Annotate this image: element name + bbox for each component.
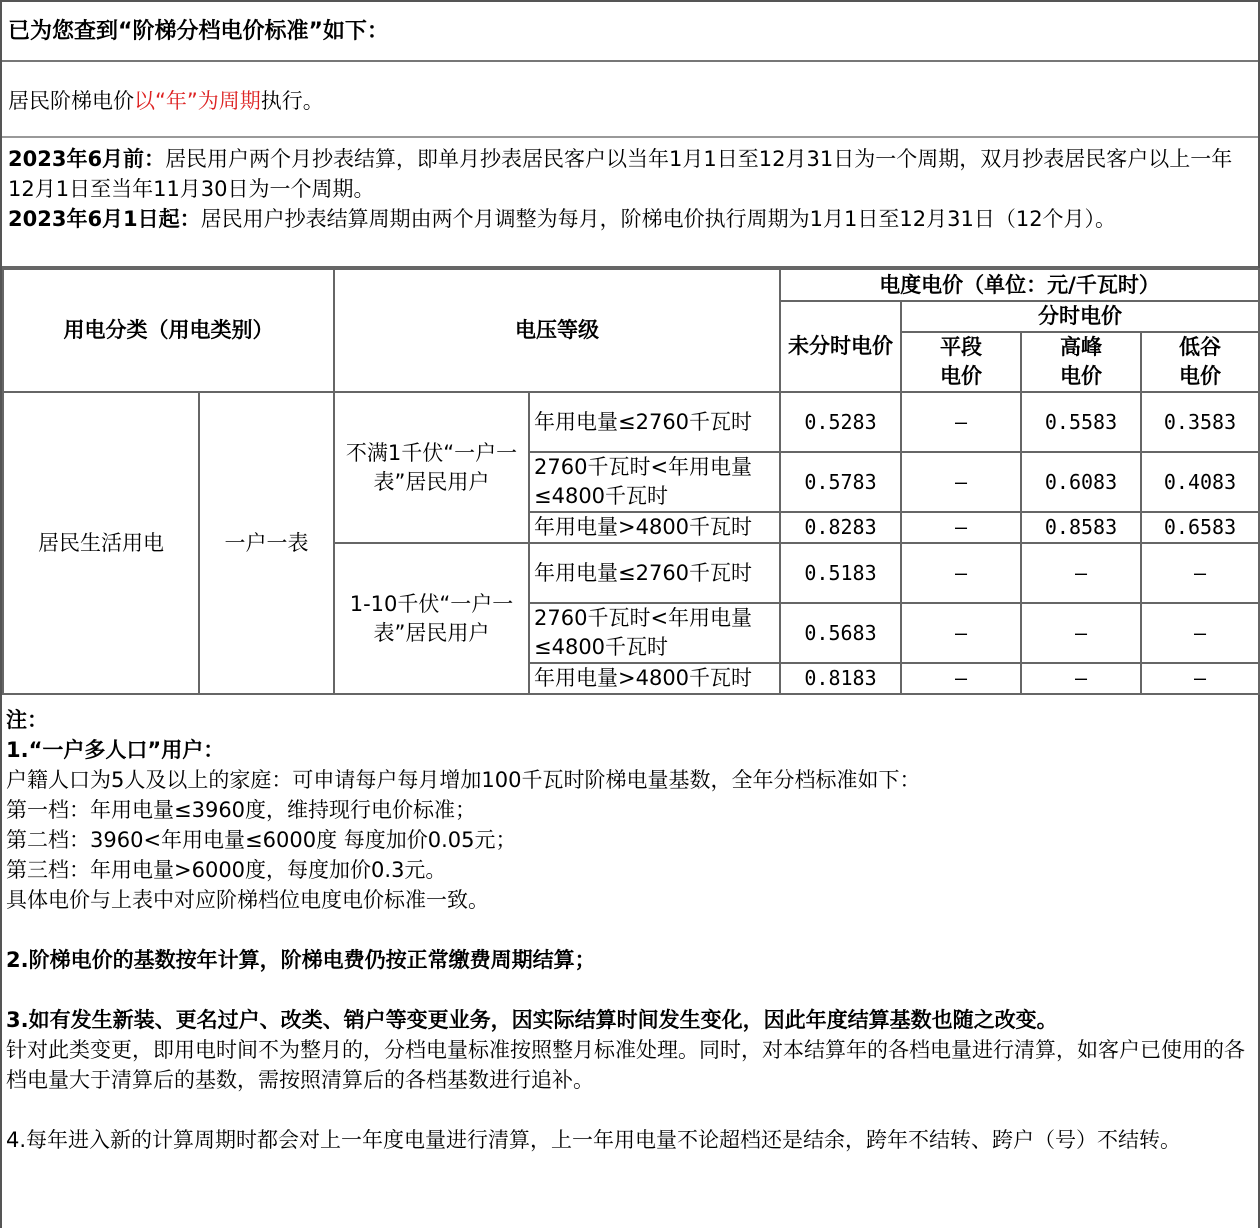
period-label: 2023年6月1日起： — [8, 207, 201, 231]
voltage-group-cell: 不满1千伏“一户一表”居民用户 — [334, 392, 529, 543]
header-price-group: 电度电价（单位：元/千瓦时） — [780, 269, 1259, 301]
peak-price: 0.6083 — [1021, 452, 1141, 512]
peak-price: 0.8583 — [1021, 512, 1141, 543]
flat-price: – — [901, 663, 1021, 694]
valley-price: 0.6583 — [1141, 512, 1259, 543]
note-3-text: 针对此类变更，即用电时间不为整月的，分档电量标准按照整月标准处理。同时，对本结算年的各档电量进行清算，如客户已使用的各档电量大于清算后的基数，需按照清算后的各档基数进行追补。 — [6, 1038, 1245, 1092]
tier-cell: 年用电量≤2760千瓦时 — [529, 392, 780, 452]
tier-cell: 2760千瓦时<年用电量≤4800千瓦时 — [529, 603, 780, 663]
non-tou-price: 0.8283 — [780, 512, 901, 543]
note-4: 4.每年进入新的计算周期时都会对上一年度电量进行清算，上一年用电量不论超档还是结余，跨年不结转、跨户（号）不结转。 — [6, 1128, 1182, 1152]
header-flat: 平段电价 — [901, 332, 1021, 392]
period-label: 2023年6月前： — [8, 147, 166, 171]
header-valley: 低谷电价 — [1141, 332, 1259, 392]
peak-price: – — [1021, 663, 1141, 694]
period-text: 居民用户抄表结算周期由两个月调整为每月，阶梯电价执行周期为1月1日至12月31日（12个月）。 — [200, 207, 1117, 231]
page-title: 已为您查到“阶梯分档电价标准”如下： — [2, 2, 1258, 62]
voltage-group-cell: 1-10千伏“一户一表”居民用户 — [334, 543, 529, 694]
peak-price: – — [1021, 603, 1141, 663]
period-before-june-2023 — [8, 144, 1258, 204]
meter-cell: 一户一表 — [199, 392, 334, 694]
intro-prefix: 居民阶梯电价 — [8, 89, 134, 113]
notes-section — [2, 705, 1258, 1155]
valley-price: – — [1141, 543, 1259, 603]
tier-cell: 年用电量>4800千瓦时 — [529, 663, 780, 694]
period-description — [2, 140, 1258, 268]
note-2: 2.阶梯电价的基数按年计算，阶梯电费仍按正常缴费周期结算； — [6, 948, 596, 972]
notes-heading: 注： — [6, 708, 48, 732]
note-1-line: 户籍人口为5人及以上的家庭：可申请每户每月增加100千瓦时阶梯电量基数，全年分档标准如下： — [6, 768, 921, 792]
intro-suffix: 执行。 — [260, 89, 324, 113]
non-tou-price: 0.5183 — [780, 543, 901, 603]
header-category: 用电分类（用电类别） — [3, 269, 334, 392]
valley-price: 0.3583 — [1141, 392, 1259, 452]
tier-cell: 年用电量≤2760千瓦时 — [529, 543, 780, 603]
flat-price: – — [901, 452, 1021, 512]
tier-cell: 年用电量>4800千瓦时 — [529, 512, 780, 543]
non-tou-price: 0.8183 — [780, 663, 901, 694]
header-tou-group: 分时电价 — [901, 301, 1259, 332]
peak-price: – — [1021, 543, 1141, 603]
intro-highlight: 以“年”为周期 — [134, 89, 261, 113]
valley-price: – — [1141, 663, 1259, 694]
period-from-june-2023 — [8, 204, 1258, 234]
period-text: 居民用户两个月抄表结算，即单月抄表居民客户以当年1月1日至12月31日为一个周期，双月抄表居民客户以上一年12月1日至当年11月30日为一个周期。 — [8, 147, 1233, 201]
price-table — [2, 268, 1260, 695]
note-1-line: 第三档：年用电量>6000度，每度加价0.3元。 — [6, 858, 447, 882]
non-tou-price: 0.5683 — [780, 603, 901, 663]
note-1-title: 1.“一户多人口”用户： — [6, 738, 225, 762]
non-tou-price: 0.5783 — [780, 452, 901, 512]
tier-cell: 2760千瓦时<年用电量≤4800千瓦时 — [529, 452, 780, 512]
valley-price: 0.4083 — [1141, 452, 1259, 512]
category-cell: 居民生活用电 — [3, 392, 199, 694]
note-1-line: 具体电价与上表中对应阶梯档位电度电价标准一致。 — [6, 888, 489, 912]
intro-line — [2, 64, 1258, 138]
peak-price: 0.5583 — [1021, 392, 1141, 452]
valley-price: – — [1141, 603, 1259, 663]
flat-price: – — [901, 392, 1021, 452]
note-3-title: 3.如有发生新装、更名过户、改类、销户等变更业务，因实际结算时间发生变化，因此年度结算基数也随之改变。 — [6, 1008, 1058, 1032]
flat-price: – — [901, 603, 1021, 663]
header-non-tou: 未分时电价 — [780, 301, 901, 392]
flat-price: – — [901, 512, 1021, 543]
table-row — [3, 392, 1259, 452]
note-1-line: 第一档：年用电量≤3960度，维持现行电价标准； — [6, 798, 477, 822]
note-1-line: 第二档：3960<年用电量≤6000度 每度加价0.05元； — [6, 828, 517, 852]
flat-price: – — [901, 543, 1021, 603]
header-voltage: 电压等级 — [334, 269, 780, 392]
header-peak: 高峰电价 — [1021, 332, 1141, 392]
non-tou-price: 0.5283 — [780, 392, 901, 452]
